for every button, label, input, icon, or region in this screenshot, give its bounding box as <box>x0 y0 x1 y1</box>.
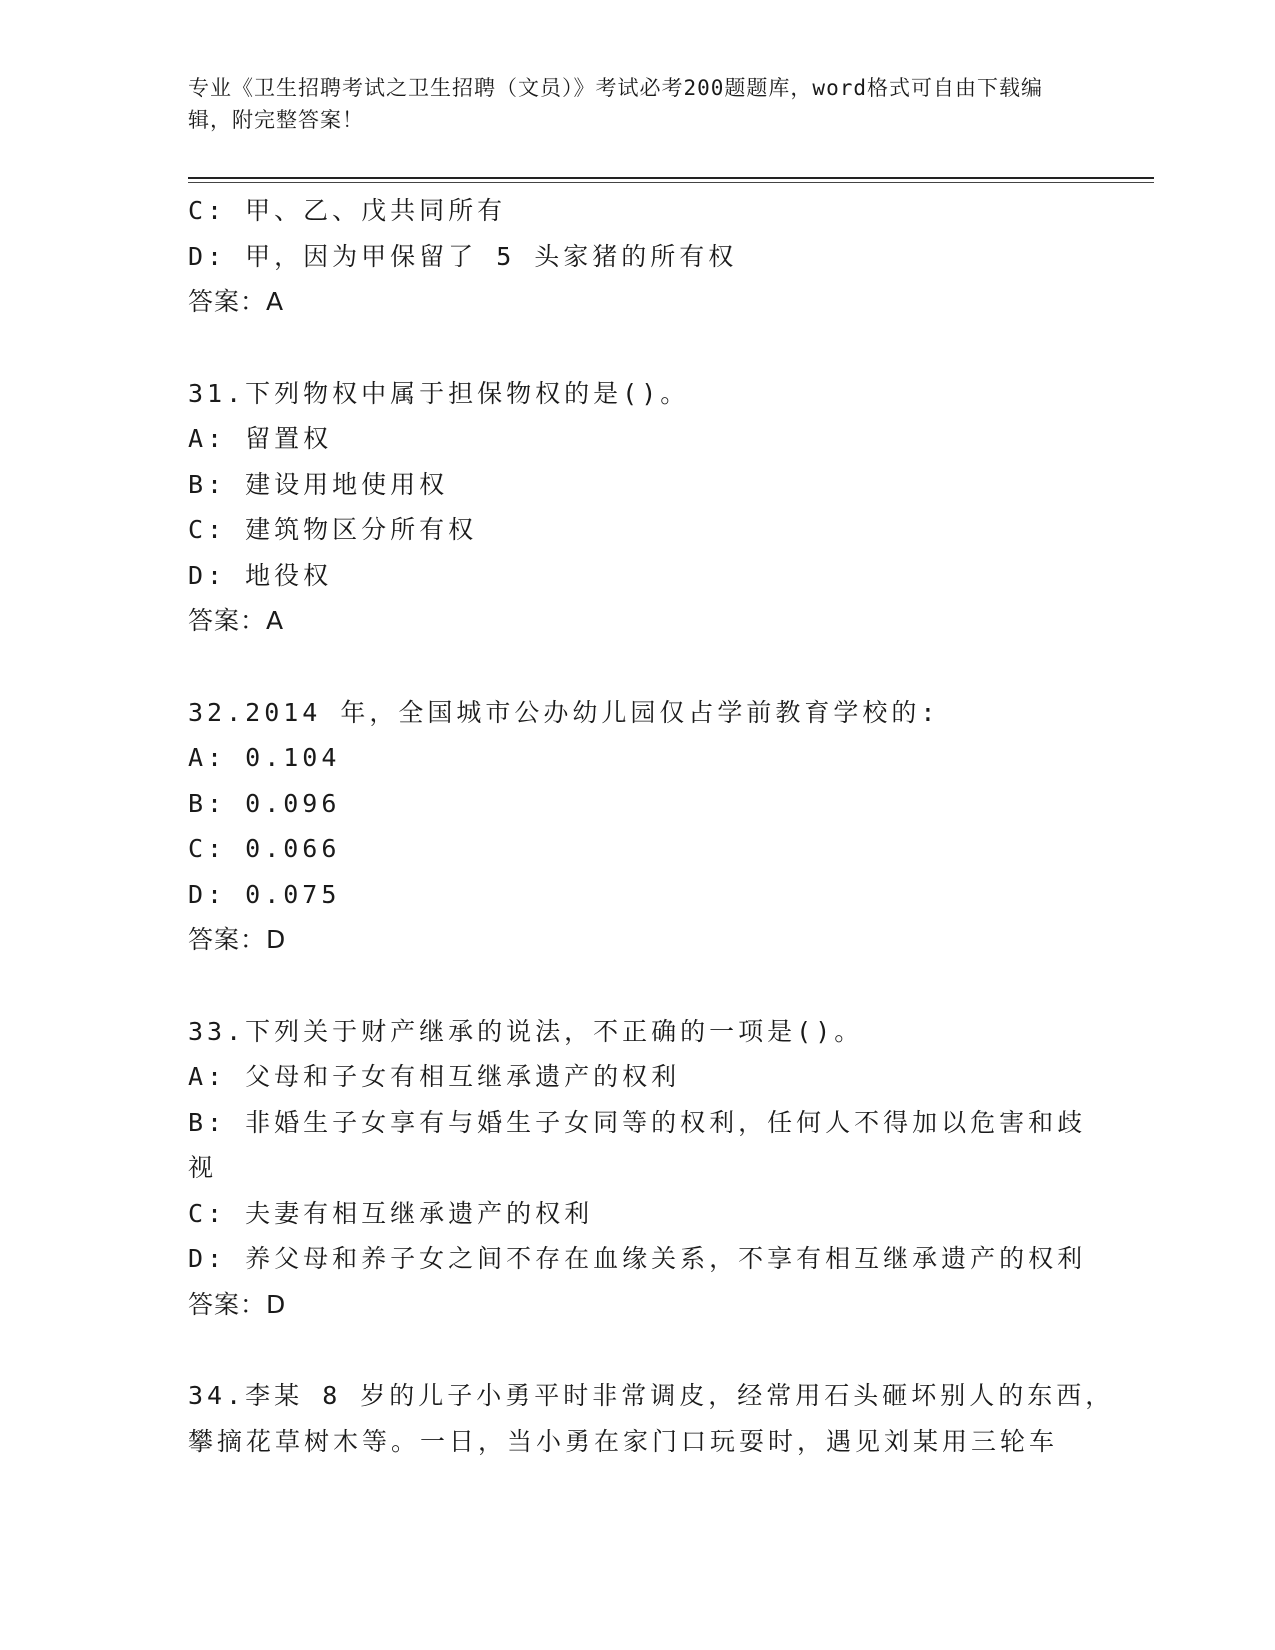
answer: 答案：D <box>188 1289 287 1319</box>
answer: 答案：A <box>188 287 285 316</box>
option-b: B: 建设用地使用权 <box>188 469 449 499</box>
option-c: C: 甲、乙、戊共同所有 <box>188 196 507 225</box>
spacer <box>188 644 1088 690</box>
answer: 答案：A <box>188 606 285 635</box>
option-d: D: 甲，因为甲保留了 5 头家猪的所有权 <box>188 241 738 271</box>
option-c: C: 建筑物区分所有权 <box>188 515 478 544</box>
option-a: A: 留置权 <box>188 424 333 453</box>
option-b-line-2: 视 <box>188 1153 218 1182</box>
option-d: D: 养父母和养子女之间不存在血缘关系，不享有相互继承遗产的权利 <box>188 1244 1087 1273</box>
spacer <box>188 325 1088 371</box>
spacer <box>188 1327 1088 1373</box>
question-stem: 32.2014 年，全国城市公办幼儿园仅占学前教育学校的: <box>188 697 940 727</box>
document-header: 专业《卫生招聘考试之卫生招聘（文员）》考试必考200题题库，word格式可自由下载编辑，附完整答案！ <box>188 76 1043 132</box>
question-stem-line-1: 34.李某 8 岁的儿子小勇平时非常调皮，经常用石头砸坏别人的东西， <box>188 1381 1115 1410</box>
question-stem-line-2: 攀摘花草树木等。一日，当小勇在家门口玩耍时，遇见刘某用三轮车 <box>188 1426 1059 1456</box>
header-rule-thick <box>188 177 1154 179</box>
question-34 <box>188 1373 1115 1464</box>
option-a: A: 0.104 <box>188 743 341 772</box>
option-d: D: 0.075 <box>188 879 341 909</box>
answer: 答案：D <box>188 925 287 954</box>
spacer <box>188 963 1088 1009</box>
question-stem: 33.下列关于财产继承的说法，不正确的一项是()。 <box>188 1016 864 1046</box>
question-30-tail <box>188 188 1088 325</box>
option-a: A: 父母和子女有相互继承遗产的权利 <box>188 1062 681 1091</box>
option-d: D: 地役权 <box>188 560 333 590</box>
question-stem: 31.下列物权中属于担保物权的是()。 <box>188 378 690 408</box>
option-c: C: 夫妻有相互继承遗产的权利 <box>188 1198 594 1228</box>
question-31 <box>188 371 1088 644</box>
option-b-line-1: B: 非婚生子女享有与婚生子女同等的权利，任何人不得加以危害和歧 <box>188 1107 1087 1137</box>
question-list <box>188 188 1115 1464</box>
header-rule-thin <box>188 182 1154 183</box>
question-32 <box>188 690 1088 963</box>
option-b: B: 0.096 <box>188 788 341 818</box>
option-c: C: 0.066 <box>188 834 341 863</box>
question-33 <box>188 1009 1088 1328</box>
